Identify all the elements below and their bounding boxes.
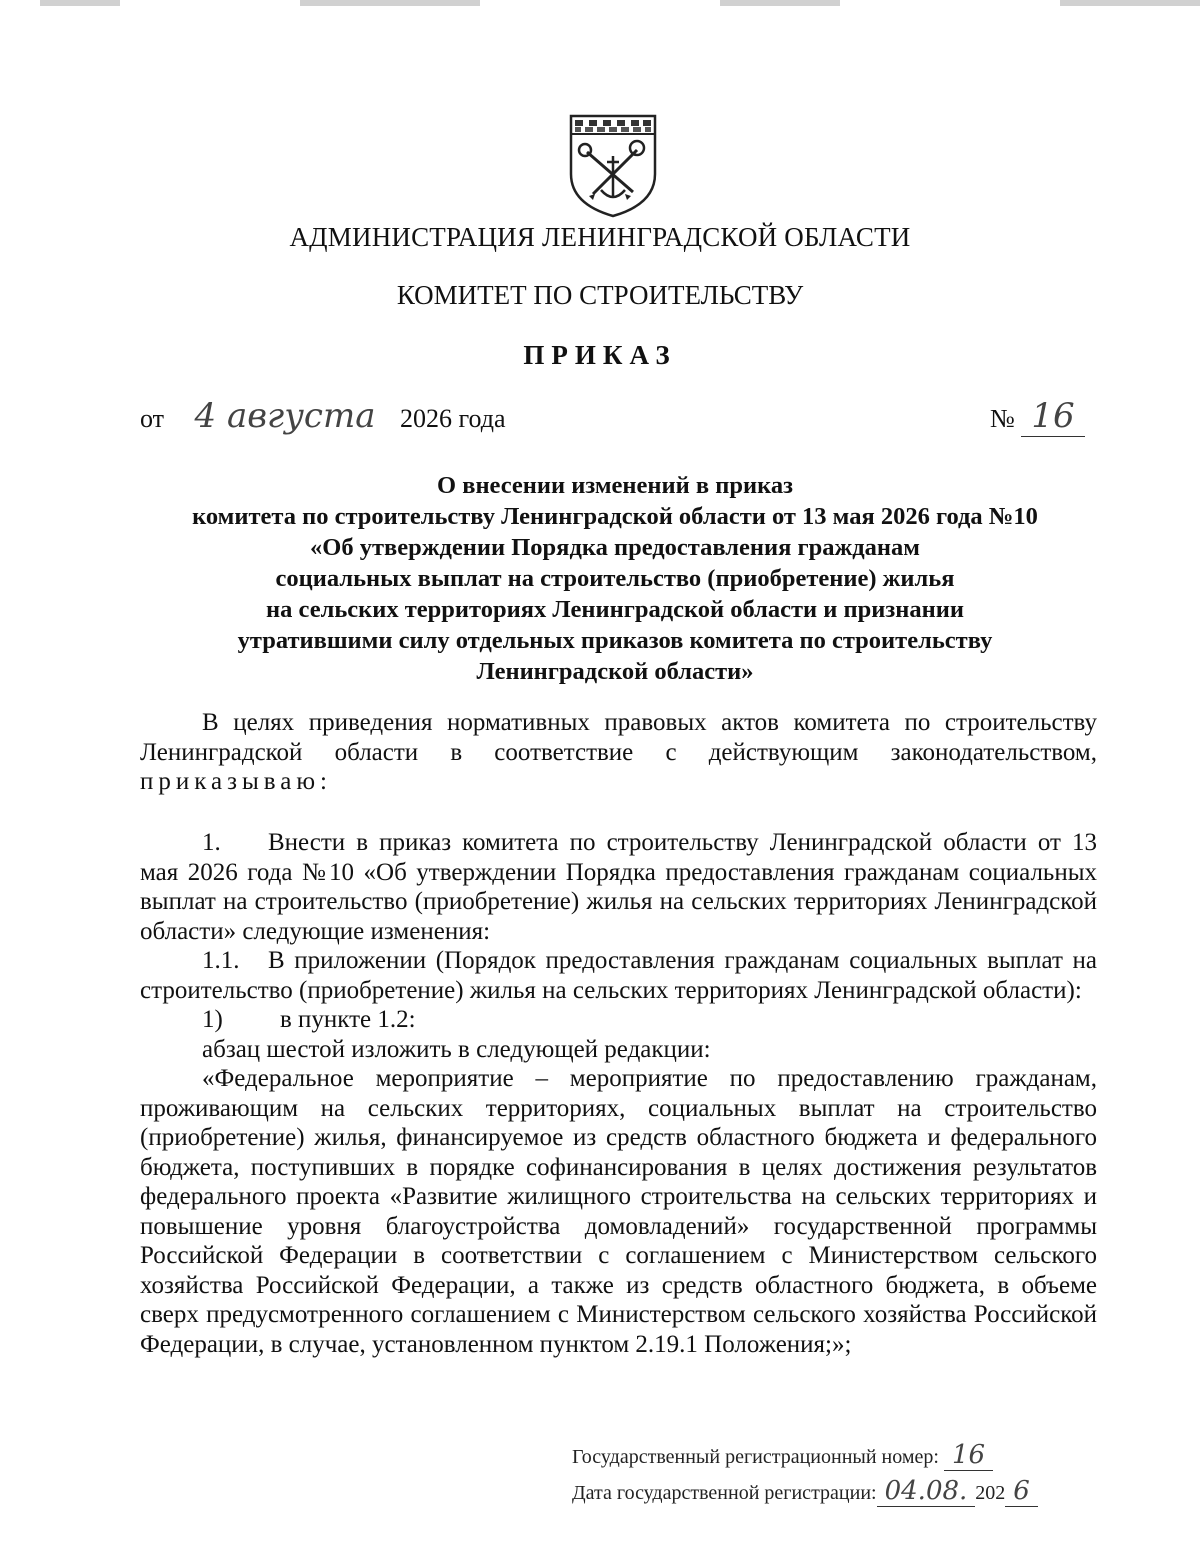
scan-artifact [40, 0, 120, 6]
item-1-1 [140, 946, 1097, 1005]
preamble-block [140, 708, 1097, 797]
scan-artifact [300, 0, 480, 6]
item-text: в пункте 1.2: [280, 1006, 416, 1033]
registration-number [572, 1440, 993, 1470]
order-date-line [140, 396, 506, 436]
item-number: 1. [202, 829, 221, 856]
date-year: 2026 года [400, 404, 506, 433]
order-items-block [140, 828, 1097, 1359]
document-type: ПРИКАЗ [523, 340, 677, 370]
paragraph-intro: абзац шестой изложить в следующей редакции: [202, 1035, 711, 1063]
item-number: 1.1. [202, 947, 240, 974]
item-1 [140, 828, 1097, 946]
order-word: приказываю: [140, 768, 332, 795]
heading-line: «Об утверждении Порядка предоставления гражданам [310, 534, 920, 561]
date-prefix: от [140, 404, 165, 433]
heading-line: на сельских территориях Ленинградской области и признании [266, 596, 964, 623]
item-text: Внести в приказ комитета по строительству Ленинградской области от 13 мая 2026 года №10 «Об утверждении Порядка предоставления гражданам социальных выплат на строительство (приобретение) жилья на сельских территориях Ленинградской области» следующие изменения: [140, 829, 1097, 945]
preamble-text: В целях приведения нормативных правовых актов комитета по строительству Ленинградской области в соответствие с действующим законодательством, [140, 709, 1097, 766]
heading-line: утратившими силу отдельных приказов комитета по строительству [237, 627, 993, 654]
item-text: В приложении (Порядок предоставления гражданам социальных выплат на строительство (приобретение) жилья на сельских территориях Ленинградской области): [140, 947, 1097, 1004]
scan-artifact [720, 0, 840, 6]
quoted-paragraph: «Федеральное мероприятие – мероприятие по предоставлению гражданам, проживающим на сельских территориях, социальных выплат на строительство (приобретение) жилья, финансируемое из средств областного бюджета и федерального бюджета, поступивших в порядке софинансирования в целях достижения результатов федерального проекта «Развитие жилищного строительства на сельских территориях и повышение уровня благоустройства домовладений» государственной программы Российской Федерации в соответствии с соглашением с Министерством сельского хозяйства Российской Федерации, а также из средств областного бюджета, в объеме сверх предусмотренного соглашением с Министерством сельского хозяйства Российской Федерации, в случае, установленном пунктом 2.19.1 Положения;»; [140, 1065, 1097, 1358]
number-prefix: № [990, 404, 1015, 433]
order-number-line [990, 396, 1085, 436]
registration-number-value: 16 [944, 1440, 993, 1471]
registration-number-label: Государственный регистрационный номер: [572, 1446, 939, 1468]
organization-name: АДМИНИСТРАЦИЯ ЛЕНИНГРАДСКОЙ ОБЛАСТИ [289, 222, 911, 252]
subitem-1 [140, 1005, 1097, 1035]
scan-artifact [1060, 0, 1200, 6]
registration-date-value: 04.08. [877, 1476, 976, 1507]
committee-name: КОМИТЕТ ПО СТРОИТЕЛЬСТВУ [396, 280, 804, 310]
heading-line: Ленинградской области» [476, 658, 754, 685]
heading-line: О внесении изменений в приказ [437, 472, 793, 499]
coat-of-arms-icon [567, 112, 659, 220]
registration-year-suffix: 6 [1005, 1476, 1038, 1507]
registration-date-label: Дата государственной регистрации: [572, 1482, 877, 1504]
handwritten-date: 4 августа [194, 396, 376, 436]
heading-line: социальных выплат на строительство (приобретение) жилья [275, 565, 955, 592]
registration-year-prefix: 202 [975, 1482, 1006, 1504]
handwritten-number: 16 [1021, 396, 1084, 437]
heading-line: комитета по строительству Ленинградской области от 13 мая 2026 года №10 [192, 503, 1038, 530]
registration-date [572, 1476, 1038, 1506]
document-heading [120, 470, 1110, 687]
item-number: 1) [202, 1006, 223, 1033]
